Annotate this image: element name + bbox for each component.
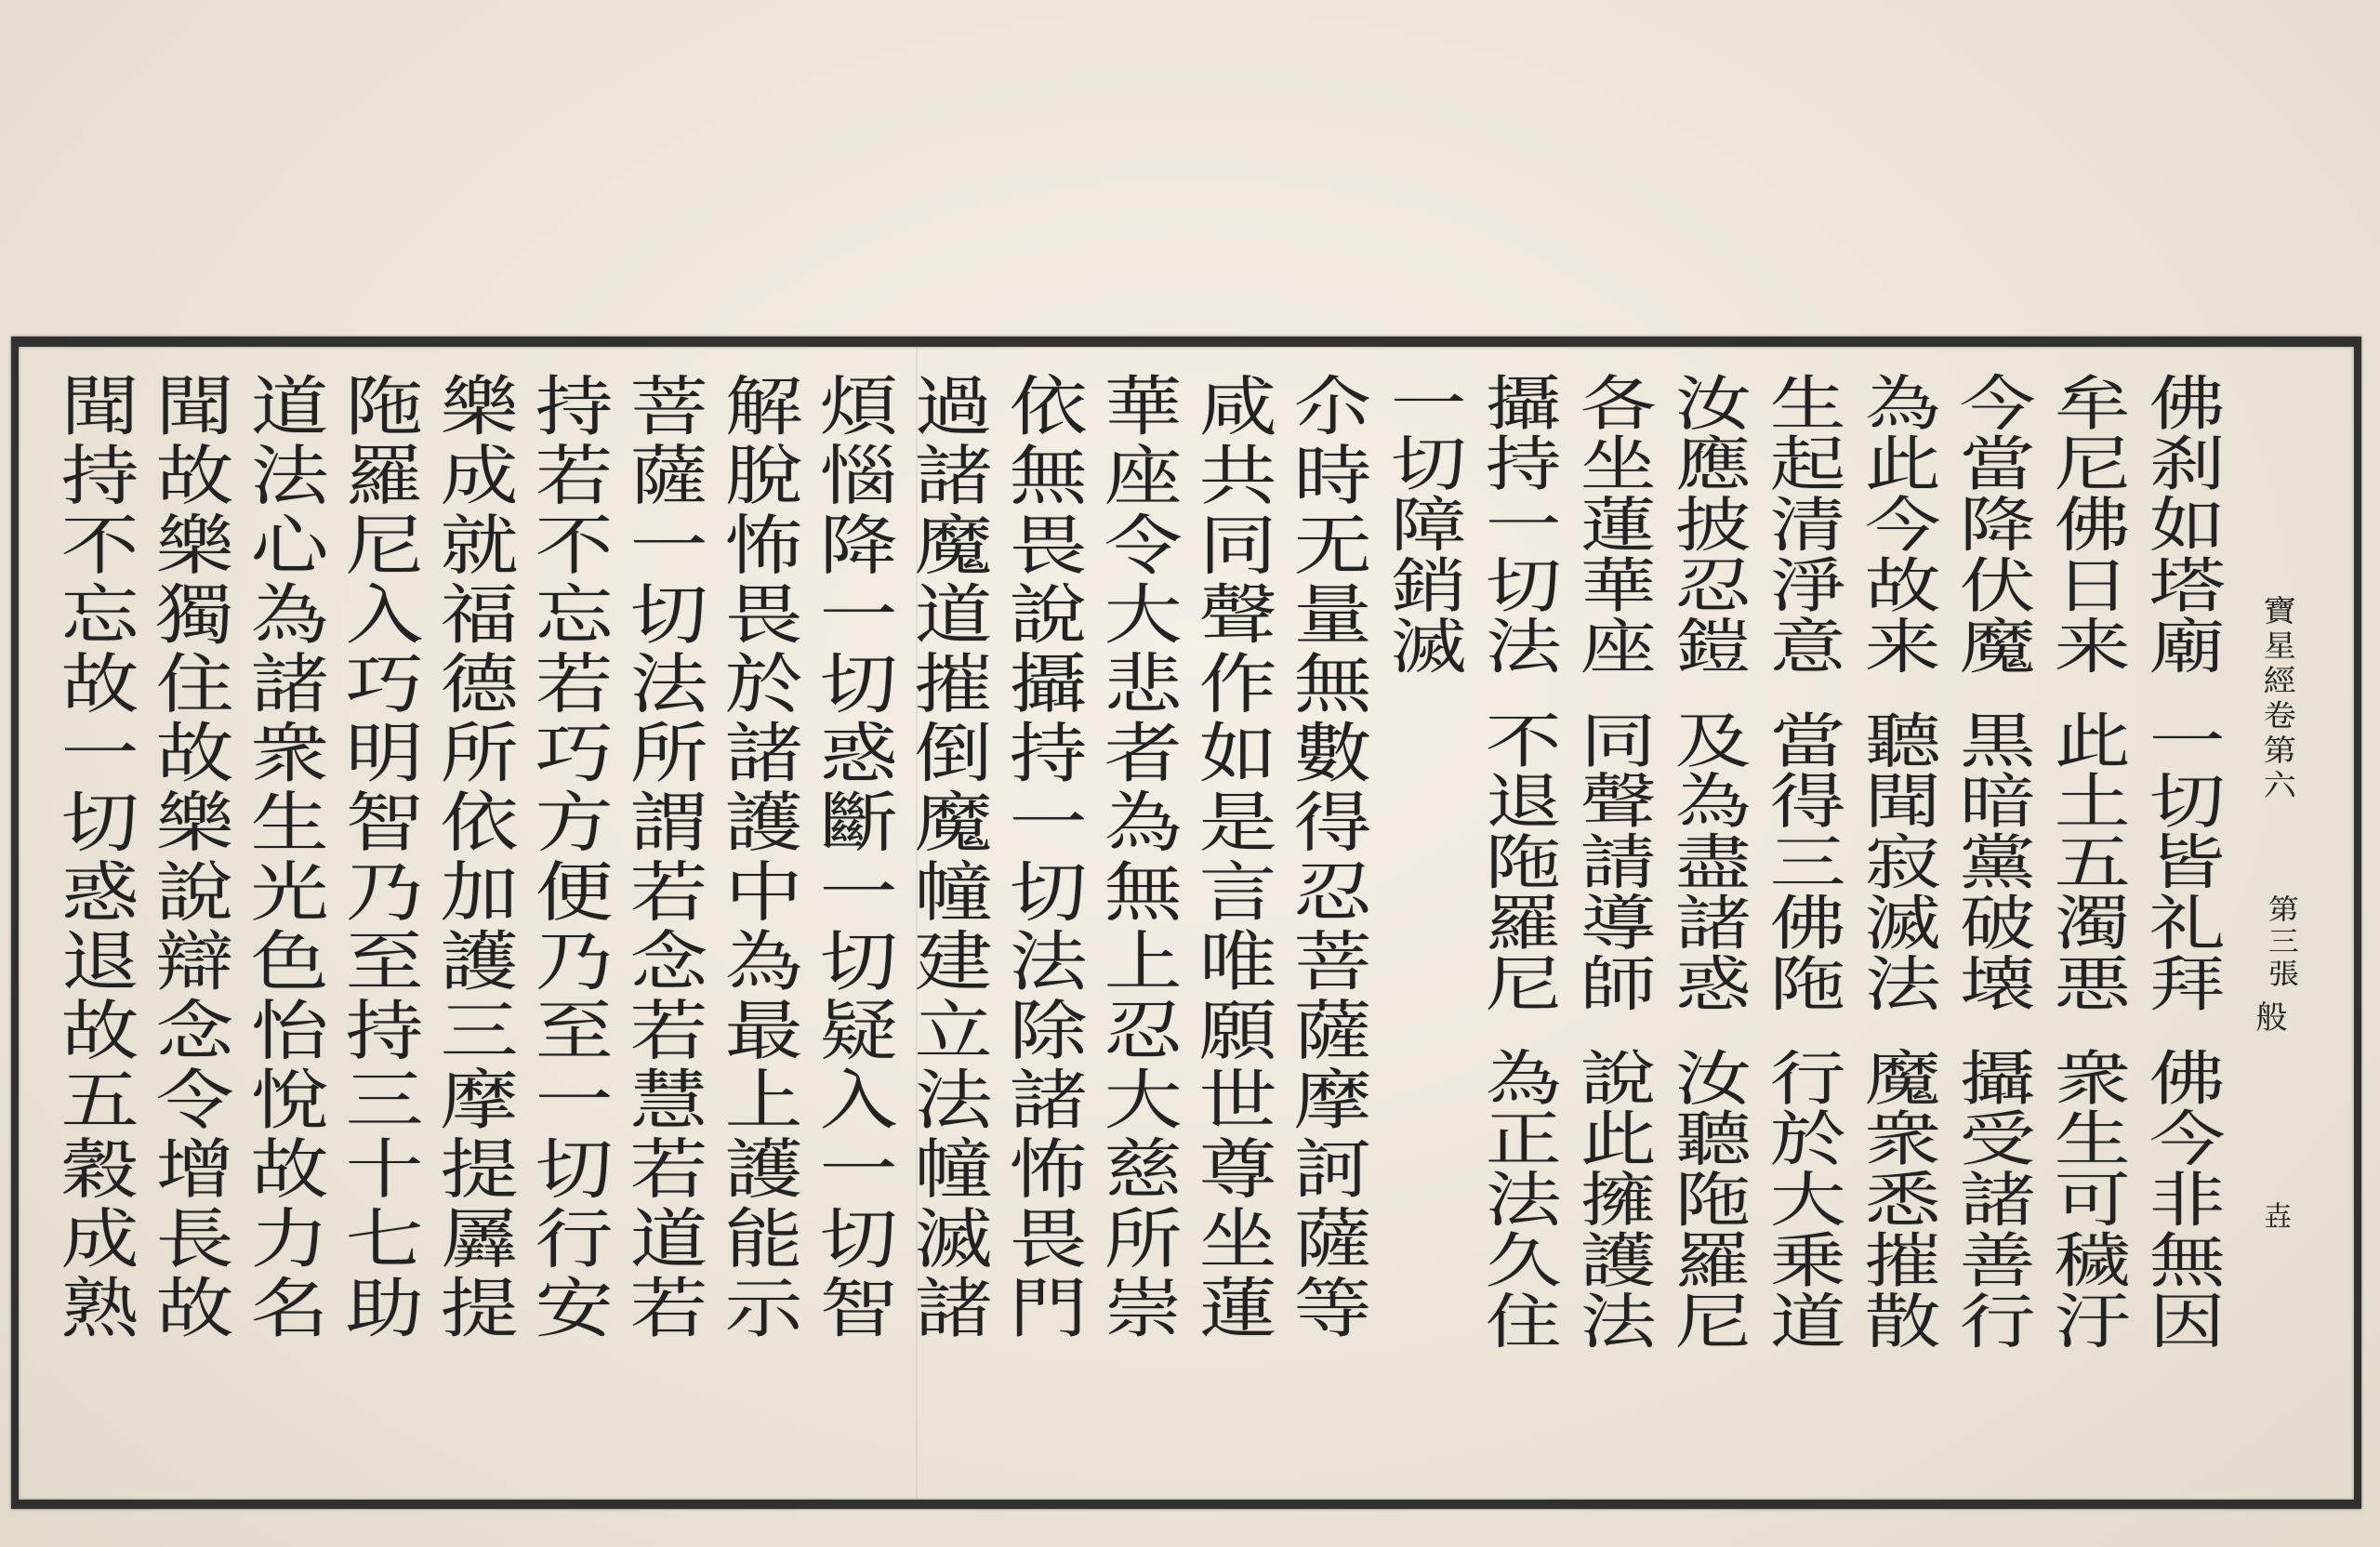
verse-line: 行於大乗道 xyxy=(1756,1047,1845,1351)
text-column-9 xyxy=(1374,372,1469,1357)
prose-line: 依無畏說攝持一切法除諸怖畏門 xyxy=(996,372,1089,1343)
prose-line: 過諸魔道摧倒魔幢建立法幢滅諸 xyxy=(901,372,994,1343)
text-column-1 xyxy=(2133,372,2228,1357)
verse-line: 不退陁羅尼 xyxy=(1472,709,1561,1013)
verse-line: 佛刹如塔廟 xyxy=(2135,372,2225,676)
prose-line: 聞故樂獨住故樂說辯念令增長故 xyxy=(142,372,235,1343)
text-column-10 xyxy=(1279,372,1374,1357)
verse-line: 為此今故来 xyxy=(1851,372,1940,676)
verse-line: 及為盡諸惑 xyxy=(1661,709,1751,1013)
prose-line: 尒時无量無數得忍菩薩摩訶薩等 xyxy=(1280,372,1373,1343)
margin-sheet-number: 第三張 xyxy=(2262,894,2298,992)
text-column-23 xyxy=(46,372,141,1357)
text-column-2 xyxy=(2038,372,2133,1357)
prose-line: 華座令大悲者為無上忍大慈所崇 xyxy=(1091,372,1183,1343)
text-column-7 xyxy=(1564,372,1659,1357)
verse-line: 為正法久住 xyxy=(1472,1047,1561,1351)
prose-line: 解脫怖畏於諸護中為最上護能示 xyxy=(711,372,804,1343)
text-column-14 xyxy=(900,372,995,1357)
verse-line: 今當降伏魔 xyxy=(1946,372,2035,676)
prose-line: 煩惱降一切惑斷一切疑入一切智 xyxy=(806,372,899,1343)
prose-line: 樂成就福德所依加護三摩提羼提 xyxy=(427,372,520,1343)
margin-sutra-title: 寶星經卷第六 xyxy=(2258,595,2297,804)
verse-line: 同聲請導師 xyxy=(1567,709,1656,1013)
verse-line: 汝聽陁羅尼 xyxy=(1661,1047,1751,1351)
verse-line: 一切障銷滅 xyxy=(1377,372,1466,676)
verse-line: 佛今非無因 xyxy=(2135,1047,2225,1351)
prose-line: 陁羅尼入巧明智乃至持三十七助 xyxy=(332,372,425,1343)
verse-line: 衆生可穢汙 xyxy=(2041,1047,2130,1351)
verse-line: 攝持一切法 xyxy=(1472,372,1561,676)
verse-line: 牟尼佛日来 xyxy=(2041,372,2130,676)
prose-line: 持若不忘若巧方便乃至一切行安 xyxy=(522,372,615,1343)
text-column-20 xyxy=(331,372,426,1357)
verse-line: 魔衆悉摧散 xyxy=(1851,1047,1940,1351)
verse-line: 攝受諸善行 xyxy=(1946,1047,2035,1351)
text-column-12 xyxy=(1090,372,1184,1357)
text-column-11 xyxy=(1184,372,1279,1357)
text-column-21 xyxy=(236,372,331,1357)
text-column-3 xyxy=(1943,372,2038,1357)
verse-line: 說此擁護法 xyxy=(1567,1047,1656,1351)
sutra-text-body xyxy=(46,372,2228,1357)
margin-engraver-mark: 般 xyxy=(2250,1000,2287,1032)
text-column-17 xyxy=(615,372,710,1357)
text-column-5 xyxy=(1753,372,1848,1357)
margin-bottom-mark: 壵 xyxy=(2258,1201,2291,1229)
verse-line: 生起清淨意 xyxy=(1756,372,1845,676)
text-column-18 xyxy=(521,372,615,1357)
verse-line: 汝應披忍鎧 xyxy=(1661,372,1751,676)
prose-line: 菩薩一切法所謂若念若慧若道若 xyxy=(616,372,709,1343)
text-column-13 xyxy=(995,372,1090,1357)
verse-line: 一切皆礼拜 xyxy=(2135,709,2225,1013)
text-column-16 xyxy=(710,372,805,1357)
verse-line: 此土五濁悪 xyxy=(2041,709,2130,1013)
prose-line: 道法心為諸衆生光色怡悅故力名 xyxy=(237,372,330,1343)
text-column-4 xyxy=(1848,372,1943,1357)
prose-line: 咸共同聲作如是言唯願世尊坐蓮 xyxy=(1185,372,1278,1343)
verse-line: 黒暗黨破壊 xyxy=(1946,709,2035,1013)
text-column-6 xyxy=(1659,372,1753,1357)
text-column-22 xyxy=(141,372,236,1357)
verse-line: 各坐蓮華座 xyxy=(1567,372,1656,676)
text-column-19 xyxy=(426,372,521,1357)
text-column-15 xyxy=(805,372,900,1357)
prose-line: 聞持不忘故一切惑退故五穀成熟 xyxy=(47,372,140,1343)
verse-line: 當得三佛陁 xyxy=(1756,709,1845,1013)
text-column-8 xyxy=(1469,372,1564,1357)
verse-line: 聽聞寂滅法 xyxy=(1851,709,1940,1013)
